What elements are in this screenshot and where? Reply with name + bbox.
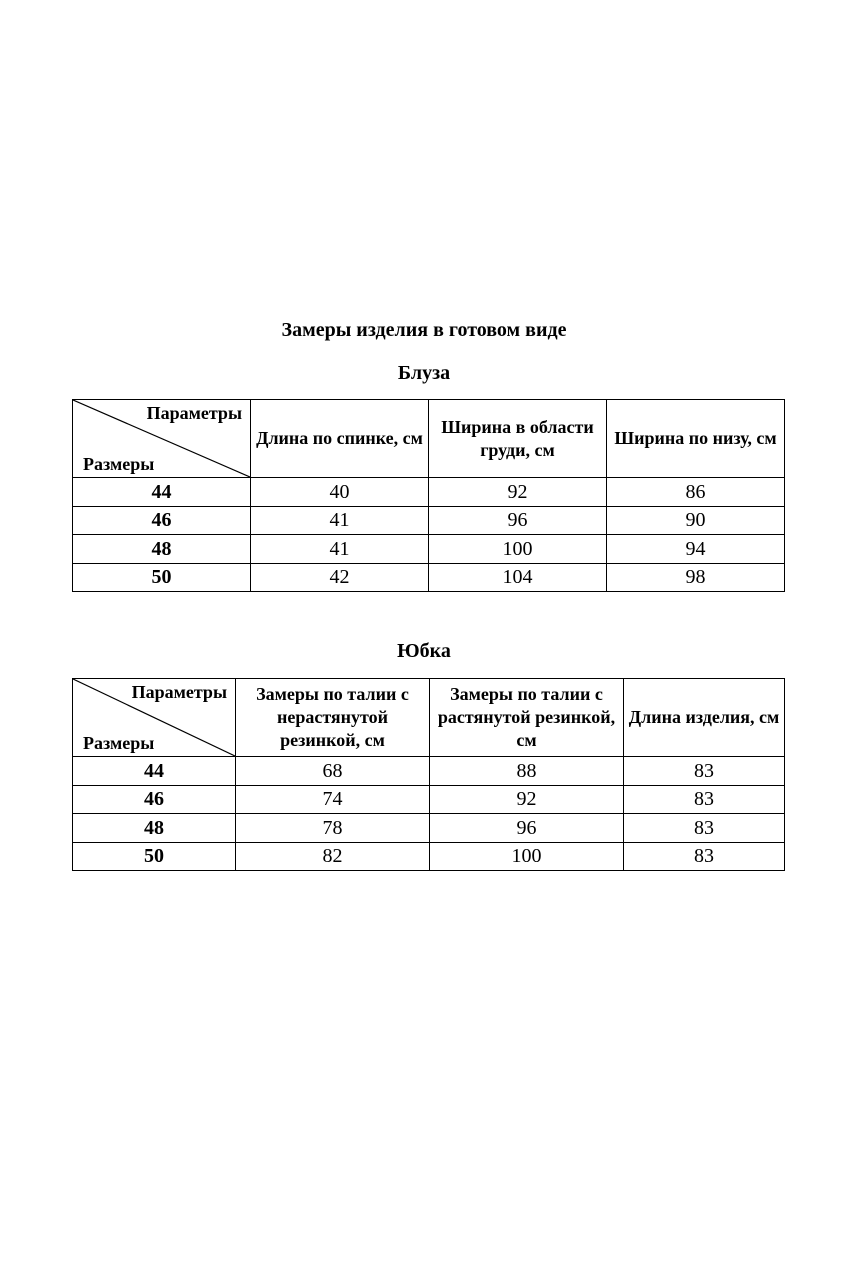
value-cell: 78	[236, 814, 430, 843]
skirt-title: Юбка	[397, 640, 451, 662]
value-cell: 96	[430, 814, 624, 843]
value-cell: 104	[429, 563, 607, 592]
table-header-row	[73, 679, 785, 757]
table-row	[73, 842, 785, 871]
value-cell: 83	[624, 785, 785, 814]
value-cell: 41	[251, 506, 429, 535]
value-cell: 83	[624, 757, 785, 786]
value-cell: 41	[251, 535, 429, 564]
value-cell: 100	[430, 842, 624, 871]
column-header: Замеры по талии с нерастянутой резинкой, см	[236, 679, 430, 757]
value-cell: 94	[607, 535, 785, 564]
value-cell: 92	[429, 478, 607, 507]
corner-cell	[73, 400, 251, 478]
size-cell: 48	[73, 535, 251, 564]
table-row	[73, 785, 785, 814]
value-cell: 40	[251, 478, 429, 507]
column-header: Замеры по талии с растянутой резинкой, см	[430, 679, 624, 757]
skirt-size-table	[72, 678, 785, 871]
value-cell: 88	[430, 757, 624, 786]
size-cell: 44	[73, 757, 236, 786]
table-row	[73, 478, 785, 507]
column-header: Длина изделия, см	[624, 679, 785, 757]
corner-label-sizes: Размеры	[83, 454, 155, 474]
value-cell: 96	[429, 506, 607, 535]
value-cell: 42	[251, 563, 429, 592]
value-cell: 83	[624, 842, 785, 871]
corner-label-sizes: Размеры	[83, 733, 155, 753]
table-row	[73, 535, 785, 564]
corner-label-parameters: Параметры	[131, 682, 227, 702]
value-cell: 90	[607, 506, 785, 535]
blouse-size-table	[72, 399, 785, 592]
value-cell: 100	[429, 535, 607, 564]
value-cell: 82	[236, 842, 430, 871]
value-cell: 92	[430, 785, 624, 814]
table-row	[73, 563, 785, 592]
size-cell: 44	[73, 478, 251, 507]
corner-label-parameters: Параметры	[146, 403, 242, 423]
value-cell: 83	[624, 814, 785, 843]
value-cell: 68	[236, 757, 430, 786]
column-header: Длина по спинке, см	[251, 400, 429, 478]
size-cell: 46	[73, 506, 251, 535]
size-cell: 46	[73, 785, 236, 814]
table-row	[73, 506, 785, 535]
document-title: Замеры изделия в готовом виде	[281, 319, 567, 341]
blouse-title: Блуза	[397, 362, 451, 384]
column-header: Ширина в области груди, см	[429, 400, 607, 478]
table-header-row	[73, 400, 785, 478]
value-cell: 86	[607, 478, 785, 507]
size-cell: 50	[73, 842, 236, 871]
corner-cell	[73, 679, 236, 757]
size-cell: 48	[73, 814, 236, 843]
size-cell: 50	[73, 563, 251, 592]
column-header: Ширина по низу, см	[607, 400, 785, 478]
table-row	[73, 757, 785, 786]
value-cell: 74	[236, 785, 430, 814]
value-cell: 98	[607, 563, 785, 592]
table-row	[73, 814, 785, 843]
